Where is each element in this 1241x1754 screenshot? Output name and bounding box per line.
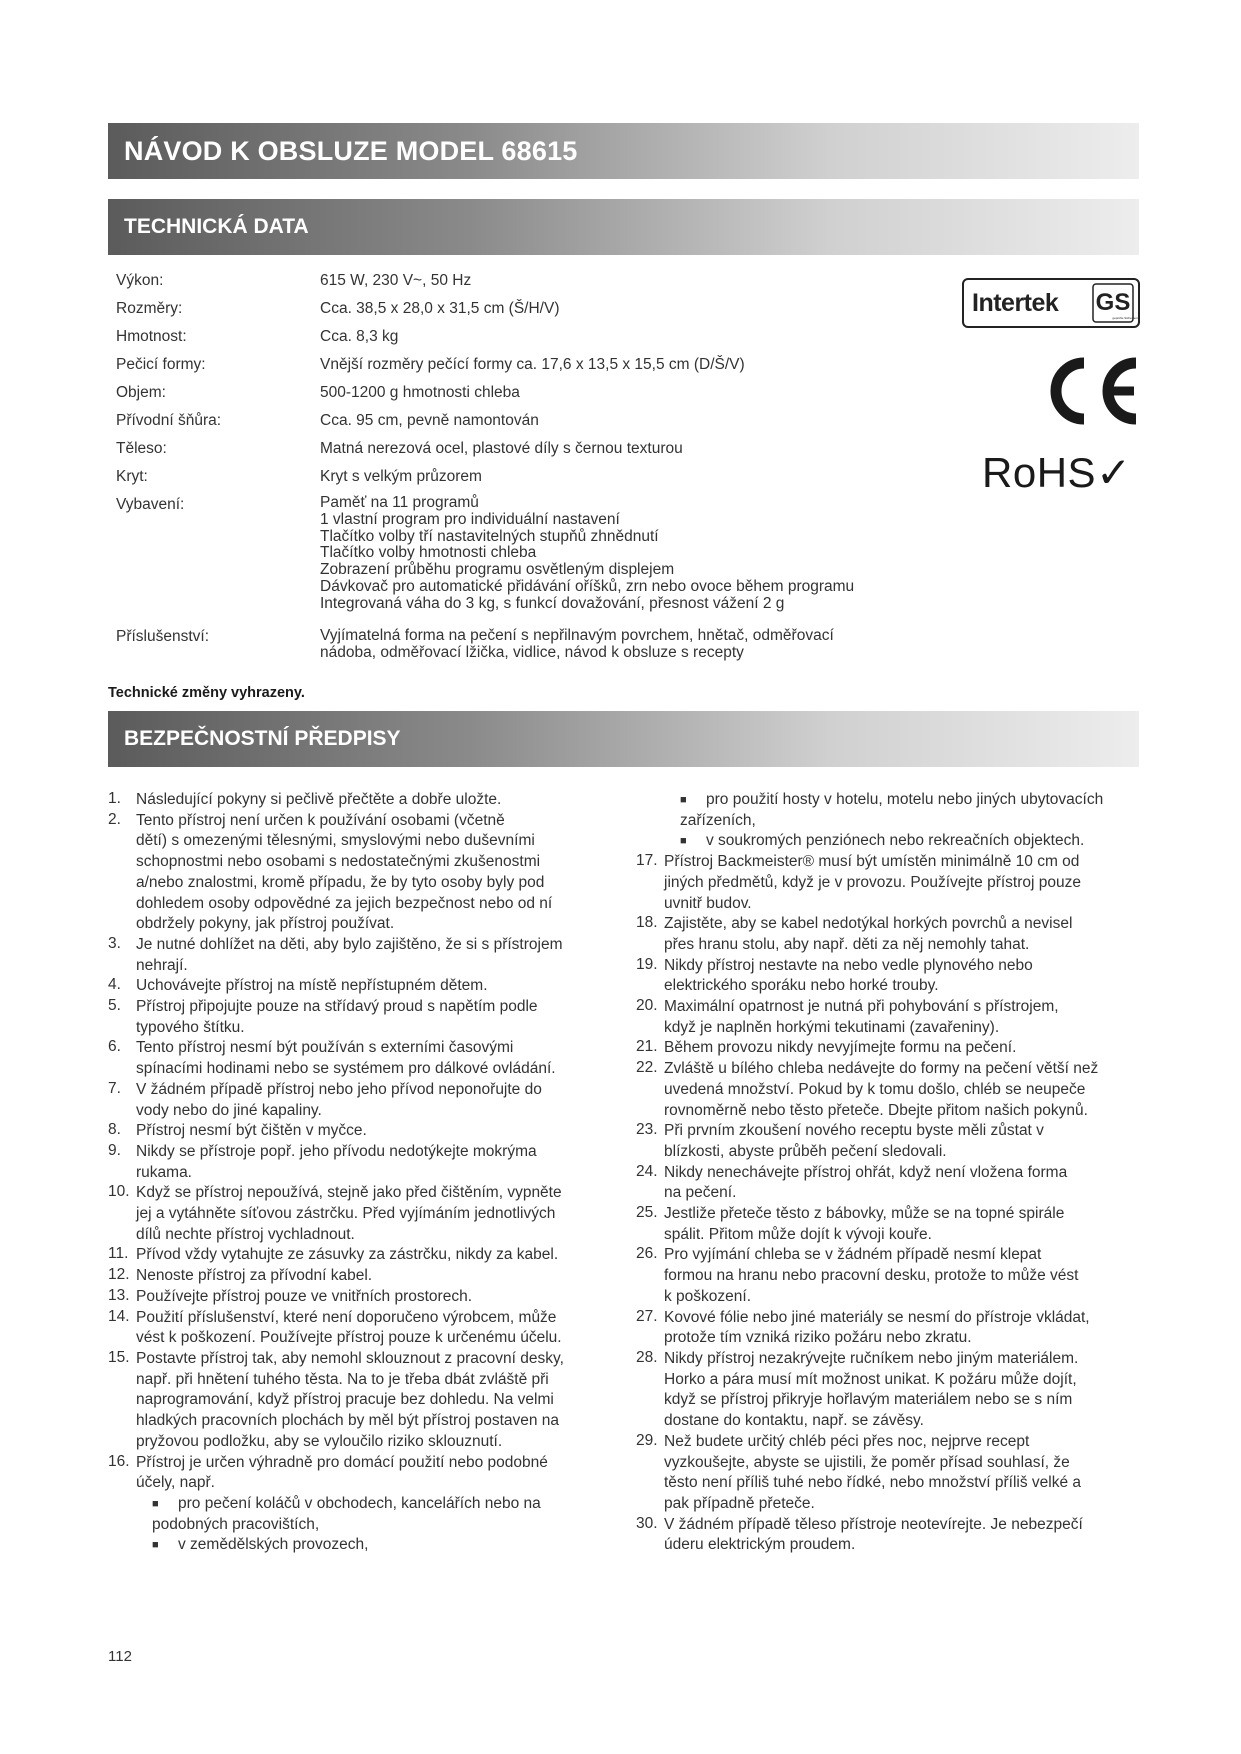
safety-item-text: [664, 1038, 1156, 1059]
safety-item-line: V žádném případě těleso přístroje neotevírejte. Je nebezpečí: [664, 1515, 1083, 1533]
safety-item-text: [664, 1121, 1156, 1162]
safety-item-line: Je nutné dohlížet na děti, aby bylo zajištěno, že si s přístrojem: [136, 935, 563, 953]
safety-item-line: Při prvním zkoušení nového receptu byste měli zůstat v: [664, 1122, 1044, 1140]
safety-item-number: 2.: [108, 810, 121, 828]
safety-item: [108, 1266, 628, 1287]
safety-item-text: [664, 956, 1156, 997]
safety-item-text: [136, 1183, 628, 1245]
safety-item: [108, 1038, 628, 1079]
safety-item-number: 16.: [108, 1452, 130, 1470]
safety-list-left: [108, 790, 628, 1556]
safety-item: [636, 1432, 1156, 1515]
ce-mark-icon: [1044, 355, 1142, 427]
bullet-text: pro použití hosty v hotelu, motelu nebo jiných ubytovacích: [706, 791, 1104, 808]
safety-item-line: Postavte přístroj tak, aby nemohl sklouznout z pracovní desky,: [136, 1349, 564, 1367]
safety-item: [108, 997, 628, 1038]
spec-value: Cca. 8,3 kg: [320, 328, 399, 345]
safety-item-line: jiných předmětů, když je v provozu. Používejte přístroj pouze: [664, 873, 1081, 891]
safety-item-line: Zajistěte, aby se kabel nedotýkal horkých povrchů a nevisel: [664, 915, 1073, 933]
safety-item-number: 20.: [636, 997, 658, 1015]
intertek-gs-logo: [962, 278, 1140, 328]
safety-item-number: 5.: [108, 997, 121, 1015]
spec-label: Výkon:: [116, 272, 164, 289]
safety-item-line: Tento přístroj není určen k používání osobami (včetně: [136, 811, 505, 829]
equipment-line: Integrovaná váha do 3 kg, s funkcí dovažování, přesnost vážení 2 g: [320, 594, 785, 612]
safety-item-line: Když se přístroj nepoužívá, stejně jako před čištěním, vypněte: [136, 1184, 562, 1202]
safety-item-number: 7.: [108, 1079, 121, 1097]
spec-row: [116, 439, 956, 458]
safety-item-number: 3.: [108, 934, 121, 952]
safety-item-line: spálit. Přitom může dojít k vývoji kouře.: [664, 1225, 932, 1243]
safety-item-line: Tento přístroj nesmí být používán s externími časovými: [136, 1039, 514, 1057]
safety-item-number: 8.: [108, 1121, 121, 1139]
safety-item-text: [136, 1142, 628, 1183]
safety-item-number: 24.: [636, 1162, 658, 1180]
safety-item-line: Nenoste přístroj za přívodní kabel.: [136, 1267, 373, 1285]
safety-item-line: Použití příslušenství, které není doporučeno výrobcem, může: [136, 1308, 557, 1326]
safety-item: [636, 1163, 1156, 1204]
safety-item-line: typového štítku.: [136, 1018, 245, 1036]
safety-item-line: když se přístroj přikryje hořlavým materiálem nebo se s ním: [664, 1391, 1073, 1409]
safety-item-line: dílů nechte přístroj vychladnout.: [136, 1225, 355, 1243]
bullet-text-continued: podobných pracovištích,: [152, 1515, 320, 1533]
safety-item: [108, 1349, 628, 1453]
spec-value: Matná nerezová ocel, plastové díly s černou texturou: [320, 440, 683, 457]
rohs-check-icon: ✓: [1096, 449, 1132, 496]
equipment-line: Dávkovač pro automatické přidávání oříšků, zrn nebo ovoce během programu: [320, 577, 855, 595]
accessories-line: nádoba, odměřovací lžička, vidlice, návod k obsluze s recepty: [320, 643, 744, 661]
spec-row: [116, 327, 956, 346]
safety-item: [108, 1121, 628, 1142]
safety-item-number: 11.: [108, 1245, 129, 1263]
square-bullet-icon: ■: [680, 835, 687, 848]
spec-value: Cca. 38,5 x 28,0 x 31,5 cm (Š/H/V): [320, 300, 560, 317]
safety-item-line: pryžovou podložku, aby se vyloučilo riziko sklouznutí.: [136, 1432, 503, 1450]
rohs-logo: [982, 448, 1132, 497]
safety-item-line: Přístroj nesmí být čištěn v myčce.: [136, 1122, 367, 1140]
safety-item-line: Nikdy přístroj nestavte na nebo vedle plynového nebo: [664, 956, 1033, 974]
safety-item: [636, 1349, 1156, 1432]
safety-item: [636, 1059, 1156, 1121]
safety-item-text: [664, 1245, 1156, 1307]
safety-item-line: Jestliže přeteče těsto z bábovky, může se na topné spirále: [664, 1205, 1065, 1223]
safety-item: [108, 790, 628, 811]
safety-item-line: Používejte přístroj pouze ve vnitřních prostorech.: [136, 1287, 472, 1305]
spec-label: Objem:: [116, 384, 166, 401]
safety-item-text: [136, 790, 628, 811]
spec-row: [116, 383, 956, 402]
spec-row-accessories: [116, 627, 956, 661]
safety-item-line: na pečení.: [664, 1184, 737, 1202]
safety-item-line: V žádném případě přístroj nebo jeho přívod neponořujte do: [136, 1080, 542, 1098]
accessories-lines: [320, 627, 956, 661]
safety-item-line: rovnoměrně nebo těsto přeteče. Dbejte přitom našich pokynů.: [664, 1101, 1088, 1119]
square-bullet-icon: ■: [152, 1497, 159, 1510]
safety-item-line: schopnostmi nebo osobami s nedostatečnými zkušenostmi: [136, 853, 541, 871]
safety-item-number: 23.: [636, 1121, 658, 1139]
safety-item: [636, 997, 1156, 1038]
safety-item-text: [664, 1432, 1156, 1515]
square-bullet-icon: ■: [680, 794, 687, 806]
safety-item-number: 10.: [108, 1183, 130, 1201]
bullet-item: [152, 1535, 628, 1556]
safety-item-line: uvedená množství. Pokud by k tomu došlo, chléb se neupeče: [664, 1080, 1086, 1098]
safety-item-line: uvnitř budov.: [664, 894, 752, 912]
safety-item-line: spínacími hodinami nebo se systémem pro dálkové ovládání.: [136, 1060, 556, 1078]
safety-heading: BEZPEČNOSTNÍ PŘEDPISY: [124, 727, 401, 750]
tech-specs-table: [116, 271, 956, 670]
safety-item-text: [136, 1287, 628, 1308]
safety-item-number: 25.: [636, 1204, 658, 1222]
safety-item-text: [136, 1349, 628, 1453]
safety-item-number: 22.: [636, 1059, 658, 1077]
bullet-item: [680, 790, 1156, 811]
safety-item-text: [136, 811, 628, 935]
safety-item-line: Nikdy nenechávejte přístroj ohřát, když není vložena forma: [664, 1163, 1068, 1181]
safety-item-number: 1.: [108, 790, 121, 807]
safety-item: [108, 811, 628, 935]
safety-item: [108, 1183, 628, 1245]
safety-item-text: [664, 1059, 1156, 1121]
safety-item: [108, 976, 628, 997]
safety-item: [636, 1121, 1156, 1162]
bullet-item: [152, 1494, 628, 1515]
safety-item: [636, 956, 1156, 997]
safety-item-number: 29.: [636, 1431, 658, 1449]
safety-item-number: 27.: [636, 1307, 658, 1325]
gs-subtitle: geprüfte Sicherheit: [1112, 316, 1138, 320]
spec-value: 615 W, 230 V~, 50 Hz: [320, 272, 472, 289]
document-title-band: [108, 123, 1139, 179]
safety-item-line: pak případně přeteče.: [664, 1494, 815, 1512]
safety-item-line: formou na hranu nebo pracovní desku, protože to může vést: [664, 1267, 1079, 1285]
safety-item-text: [136, 1266, 628, 1287]
safety-item: [108, 1453, 628, 1494]
bullet-text-continued: zařízeních,: [680, 811, 756, 829]
safety-item-text: [136, 1121, 628, 1142]
safety-item-line: jej a vytáhněte síťovou zástrčku. Před vyjímáním jednotlivých: [136, 1205, 556, 1223]
safety-item-text: [664, 997, 1156, 1038]
spec-label: Rozměry:: [116, 300, 183, 317]
safety-item: [108, 1287, 628, 1308]
safety-item-line: Kovové fólie nebo jiné materiály se nesmí do přístroje vkládat,: [664, 1308, 1090, 1326]
safety-item-text: [664, 1204, 1156, 1245]
spec-value: Vnější rozměry pečící formy ca. 17,6 x 13,5 x 15,5 cm (D/Š/V): [320, 356, 745, 373]
equipment-line: Tlačítko volby tří nastavitelných stupňů zhnědnutí: [320, 527, 659, 545]
spec-row: [116, 299, 956, 318]
safety-item-line: Maximální opatrnost je nutná při pohybování s přístrojem,: [664, 998, 1059, 1016]
safety-item-number: 18.: [636, 914, 658, 932]
safety-item-line: nehrají.: [136, 956, 188, 974]
page-number: 112: [108, 1648, 132, 1665]
safety-item: [636, 1204, 1156, 1245]
tech-data-heading-band: [108, 199, 1139, 255]
safety-item-line: účely, např.: [136, 1474, 215, 1492]
safety-item-line: Pro vyjímání chleba se v žádném případě nesmí klepat: [664, 1246, 1042, 1264]
safety-item-line: Přívod vždy vytahujte ze zásuvky za zástrčku, nikdy za kabel.: [136, 1246, 559, 1264]
safety-item-text: [664, 914, 1156, 955]
bullet-text: v soukromých penziónech nebo rekreačních objektech.: [706, 832, 1085, 850]
bullet-text: v zemědělských provozech,: [178, 1536, 369, 1554]
intertek-label: Intertek: [972, 288, 1059, 317]
safety-item-text: [136, 997, 628, 1038]
spec-value: Cca. 95 cm, pevně namontován: [320, 412, 539, 429]
spec-label: Hmotnost:: [116, 328, 187, 345]
safety-item-number: 15.: [108, 1348, 130, 1366]
safety-item-text: [136, 1080, 628, 1121]
equipment-line: Tlačítko volby hmotnosti chleba: [320, 544, 537, 562]
safety-item-number: 13.: [108, 1286, 130, 1304]
safety-item-line: obdržely pokyny, jak přístroj používat.: [136, 915, 395, 933]
safety-item-text: [136, 1453, 628, 1494]
square-bullet-icon: ■: [152, 1539, 159, 1552]
spec-row: [116, 411, 956, 430]
safety-item-line: Následující pokyny si pečlivě přečtěte a dobře uložte.: [136, 791, 502, 808]
safety-item-number: 28.: [636, 1348, 658, 1366]
safety-item-line: těsto není příliš tuhé nebo řídké, nebo množství příliš velké a: [664, 1474, 1082, 1492]
accessories-line: Vyjímatelná forma na pečení s nepřilnavým povrchem, hnětač, odměřovací: [320, 626, 834, 644]
safety-item: [108, 935, 628, 976]
spec-label: Těleso:: [116, 440, 167, 457]
safety-heading-band: [108, 711, 1139, 767]
safety-item-line: Během provozu nikdy nevyjímejte formu na pečení.: [664, 1039, 1017, 1057]
safety-item-text: [136, 935, 628, 976]
safety-item-text: [136, 976, 628, 997]
spec-label: Přívodní šňůra:: [116, 412, 222, 429]
spec-row: [116, 271, 956, 290]
safety-item-line: Zvláště u bílého chleba nedávejte do formy na pečení větší než: [664, 1060, 1099, 1078]
safety-item: [636, 852, 1156, 914]
safety-item-line: úderu elektrickým proudem.: [664, 1536, 856, 1554]
spec-row: [116, 467, 956, 486]
safety-item-line: vody nebo do jiné kapaliny.: [136, 1101, 322, 1119]
safety-item-line: dětí) s omezenými tělesnými, smyslovými nebo duševními: [136, 832, 535, 850]
safety-item-line: např. při hnětení tuhého těsta. Na to je třeba dbát zvláště při: [136, 1370, 549, 1388]
safety-item-line: vést k poškození. Používejte přístroj pouze k určenému účelu.: [136, 1329, 562, 1347]
spec-row: [116, 355, 956, 374]
tech-data-heading: TECHNICKÁ DATA: [124, 215, 309, 238]
safety-item-number: 6.: [108, 1038, 121, 1056]
safety-item-text: [664, 1163, 1156, 1204]
safety-item-line: Než budete určitý chléb péci přes noc, nejprve recept: [664, 1432, 1030, 1450]
safety-item: [108, 1245, 628, 1266]
safety-item: [108, 1308, 628, 1349]
safety-item-text: [664, 1515, 1156, 1556]
safety-item-line: blízkosti, abyste průběh pečení sledovali.: [664, 1142, 947, 1160]
safety-item-number: 9.: [108, 1141, 121, 1159]
document-title: NÁVOD K OBSLUZE MODEL 68615: [124, 135, 578, 166]
equipment-line: 1 vlastní program pro individuální nastavení: [320, 510, 620, 528]
equipment-line: Paměť na 11 programů: [320, 494, 479, 511]
safety-item-line: když je naplněn horkými tekutinami (zavařeniny).: [664, 1018, 1000, 1036]
spec-value: 500-1200 g hmotnosti chleba: [320, 384, 520, 401]
safety-item-line: Přístroj připojujte pouze na střídavý proud s napětím podle: [136, 998, 538, 1016]
safety-item-text: [136, 1038, 628, 1079]
safety-item-line: přes hranu stolu, aby např. děti za něj nemohly tahat.: [664, 935, 1030, 953]
spec-label: Příslušenství:: [116, 627, 210, 645]
spec-label: Kryt:: [116, 468, 148, 485]
safety-item-number: 14.: [108, 1307, 130, 1325]
safety-item-line: naprogramování, když přístroj pracuje bez dohledu. Na velmi: [136, 1391, 554, 1409]
safety-item-line: Nikdy přístroj nezakrývejte ručníkem nebo jiným materiálem.: [664, 1349, 1079, 1367]
safety-item: [636, 1038, 1156, 1059]
safety-item-line: dostane do kontaktu, např. se závěsy.: [664, 1412, 924, 1430]
safety-item-number: 21.: [636, 1038, 658, 1056]
safety-item-line: dohledem osoby odpovědné za jejich bezpečnost nebo od ní: [136, 894, 553, 912]
safety-item-line: Uchovávejte přístroj na místě nepřístupném dětem.: [136, 977, 488, 995]
technical-changes-note: Technické změny vyhrazeny.: [108, 685, 305, 701]
safety-item-line: protože tím vzniká riziko požáru nebo zkratu.: [664, 1329, 972, 1347]
safety-item-line: Přístroj Backmeister® musí být umístěn minimálně 10 cm od: [664, 853, 1080, 871]
safety-item: [108, 1142, 628, 1183]
safety-item-line: Přístroj je určen výhradně pro domácí použití nebo podobné: [136, 1453, 548, 1471]
safety-item-number: 4.: [108, 976, 121, 994]
safety-item-line: k poškození.: [664, 1287, 752, 1305]
spec-value: Kryt s velkým průzorem: [320, 468, 482, 485]
gs-mark-icon: [1092, 283, 1138, 323]
safety-item-line: vyzkoušejte, abyste se ujistili, že poměr přísad souhlasí, že: [664, 1453, 1070, 1471]
safety-item-text: [664, 1308, 1156, 1349]
equipment-line: Zobrazení průběhu programu osvětleným displejem: [320, 561, 675, 579]
safety-item: [636, 914, 1156, 955]
safety-item-number: 26.: [636, 1245, 658, 1263]
gs-letters: GS: [1095, 289, 1131, 316]
safety-item-number: 17.: [636, 852, 658, 870]
certification-logos: [962, 273, 1142, 513]
safety-item: [108, 1080, 628, 1121]
safety-item-line: elektrického sporáku nebo horké trouby.: [664, 977, 939, 995]
bullet-text: pro pečení koláčů v obchodech, kancelářích nebo na: [178, 1494, 541, 1512]
safety-item-text: [136, 1308, 628, 1349]
safety-item-text: [664, 1349, 1156, 1432]
safety-item-line: Horko a pára musí mít možnost unikat. K požáru může dojít,: [664, 1370, 1077, 1388]
safety-item-text: [664, 852, 1156, 914]
bullet-item: [680, 831, 1156, 852]
safety-item-text: [136, 1245, 628, 1266]
spec-label: Pečicí formy:: [116, 356, 206, 373]
safety-item-number: 19.: [636, 955, 658, 973]
safety-item-line: a/nebo znalostmi, kromě případu, že by tyto osoby byly pod: [136, 873, 545, 891]
safety-item-number: 30.: [636, 1514, 658, 1532]
safety-item-number: 12.: [108, 1266, 130, 1284]
rohs-text: RoHS: [982, 449, 1097, 496]
spec-label: Vybavení:: [116, 496, 185, 513]
safety-item: [636, 1245, 1156, 1307]
safety-item-line: Nikdy se přístroje popř. jeho přívodu nedotýkejte mokrýma: [136, 1142, 537, 1160]
safety-item-line: rukama.: [136, 1163, 192, 1181]
spec-row-equipment: [116, 495, 956, 613]
safety-item: [636, 1308, 1156, 1349]
equipment-lines: [320, 495, 956, 613]
safety-list-right: [636, 790, 1156, 1556]
safety-item: [636, 1515, 1156, 1556]
safety-item-line: hladkých pracovních plochách by měl být přístroj postaven na: [136, 1412, 560, 1430]
